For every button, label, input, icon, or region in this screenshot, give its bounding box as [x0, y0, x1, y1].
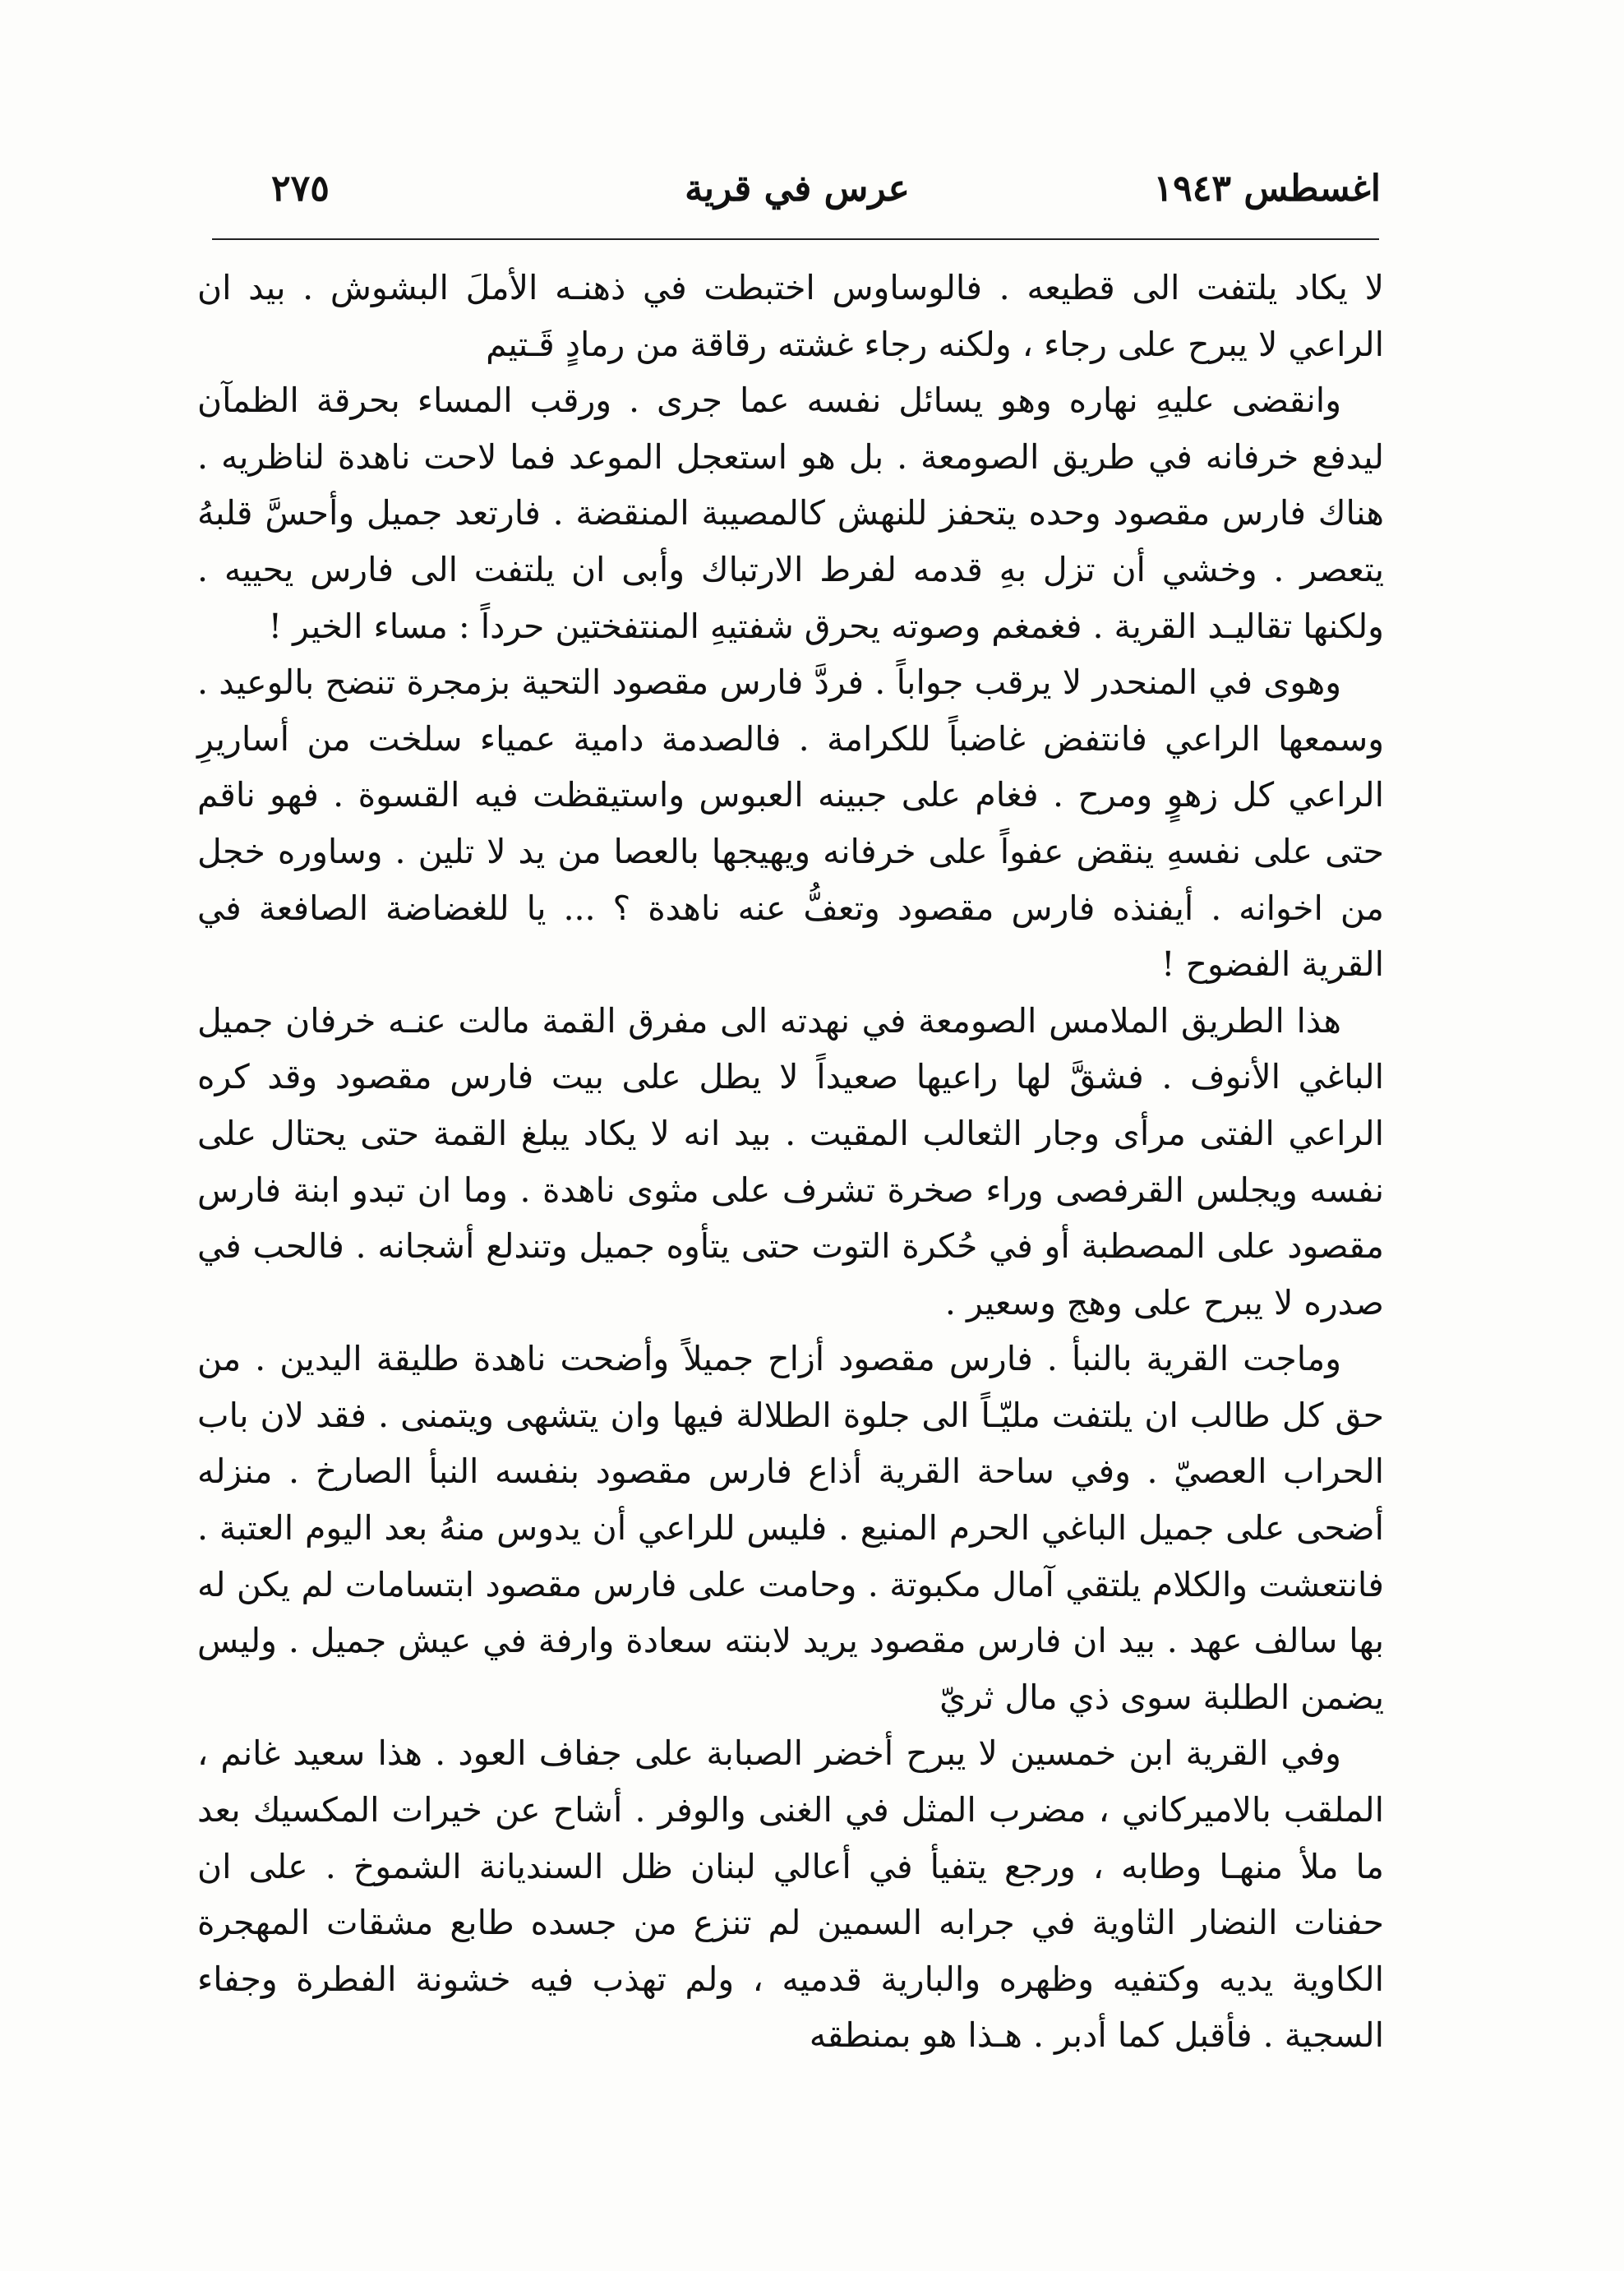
page-number: ٢٧٥: [271, 168, 330, 210]
paragraph-4: هذا الطريق الملامس الصومعة في نهدته الى مفرق القمة مالت عنـه خرفان جميل الباغي الأنوف . فشقَّ لها راعيها صعيداً لا يطل على بيت فارس مقصود وقد كره الراعي الفتى مرأى وجار الثعالب المقيت . بيد انه لا يكاد يبلغ القمة حتى يحتال على نفسه ويجلس القرفصى وراء صخرة تشرف على مثوى ناهدة . وما ان تبدو ابنة فارس مقصود على المصطبة أو في حُكرة التوت حتى يتأوه جميل وتندلع أشجانه . فالحب في صدره لا يبرح على وهج وسعير .: [197, 1000, 1384, 1322]
article-body: [197, 260, 1384, 2064]
paragraph-1: لا يكاد يلتفت الى قطيعه . فالوساوس اختبطت في ذهنـه الأملَ البشوش . بيد ان الراعي لا يبرح على رجاء ، ولكنه رجاء غشته رقاقة من رمادٍ قَـتيم: [197, 268, 1384, 364]
header-title: عرس في قرية: [685, 168, 910, 210]
paragraph-3: وهوى في المنحدر لا يرقب جواباً . فردَّ فارس مقصود التحية بزمجرة تنضح بالوعيد . وسمعها الراعي فانتفض غاضباً للكرامة . فالصدمة دامية عمياء سلخت من أساريرِ الراعي كل زهوٍ ومرح . فغام على جبينه العبوس واستيقظت فيه القسوة . فهو ناقم حتى على نفسهِ ينقض عفواً على خرفانه ويهيجها بالعصا من يد لا تلين . وساوره خجل من اخوانه . أيفنذه فارس مقصود وتعفُّ عنه ناهدة ؟ ... يا للغضاضة الصافعة في القرية الفضوح !: [197, 662, 1384, 985]
header-rule: [212, 238, 1379, 240]
running-header: [214, 156, 1381, 230]
paragraph-6: وفي القرية ابن خمسين لا يبرح أخضر الصبابة على جفاف العود . هذا سعيد غانم ، الملقب بالاميركاني ، مضرب المثل في الغنى والوفر . أشاح عن خيرات المكسيك بعد ما ملأ منهـا وطابه ، ورجع يتفيأ في أعالي لبنان ظل السنديانة الشموخ . على ان حفنات النضار الثاوية في جرابه السمين لم تنزع من جسده طابع مشقات المهجرة الكاوية يديه وكتفيه وظهره والبارية قدميه ، ولم تهذب فيه خشونة الفطرة وجفاء السجية . فأقبل كما أدبر . هـذا هو بمنطقه: [197, 1733, 1384, 2056]
paragraph-5: وماجت القرية بالنبأ . فارس مقصود أزاح جميلاً وأضحت ناهدة طليقة اليدين . من حق كل طالب ان يلتفت مليّـاً الى جلوة الطلالة فيها وان يتشهى ويتمنى . فقد لان باب الحراب العصيّ . وفي ساحة القرية أذاع فارس مقصود بنفسه النبأ الصارخ . منزله أضحى على جميل الباغي الحرم المنيع . فليس للراعي أن يدوس منهُ بعد اليوم العتبة . فانتعشت والكلام يلتقي آمال مكبوتة . وحامت على فارس مقصود ابتسامات لم يكن له بها سالف عهد . بيد ان فارس مقصود يريد لابنته سعادة وارفة في عيش جميل . وليس يضمن الطلبة سوى ذي مال ثريّ: [197, 1339, 1384, 1717]
header-date: اغسطس ١٩٤٣: [1153, 168, 1381, 210]
paragraph-2: وانقضى عليهِ نهاره وهو يسائل نفسه عما جرى . ورقب المساء بحرقة الظمآن ليدفع خرفانه في طريق الصومعة . بل هو استعجل الموعد فما لاحت ناهدة لناظريه . هناك فارس مقصود وحده يتحفز للنهش كالمصيبة المنقضة . فارتعد جميل وأحسَّ قلبهُ يتعصر . وخشي أن تزل بهِ قدمه لفرط الارتباك وأبى ان يلتفت الى فارس يحييه . ولكنها تقاليـد القرية . فغمغم وصوته يحرق شفتيهِ المنتفختين حرداً : مساء الخير !: [197, 381, 1384, 646]
